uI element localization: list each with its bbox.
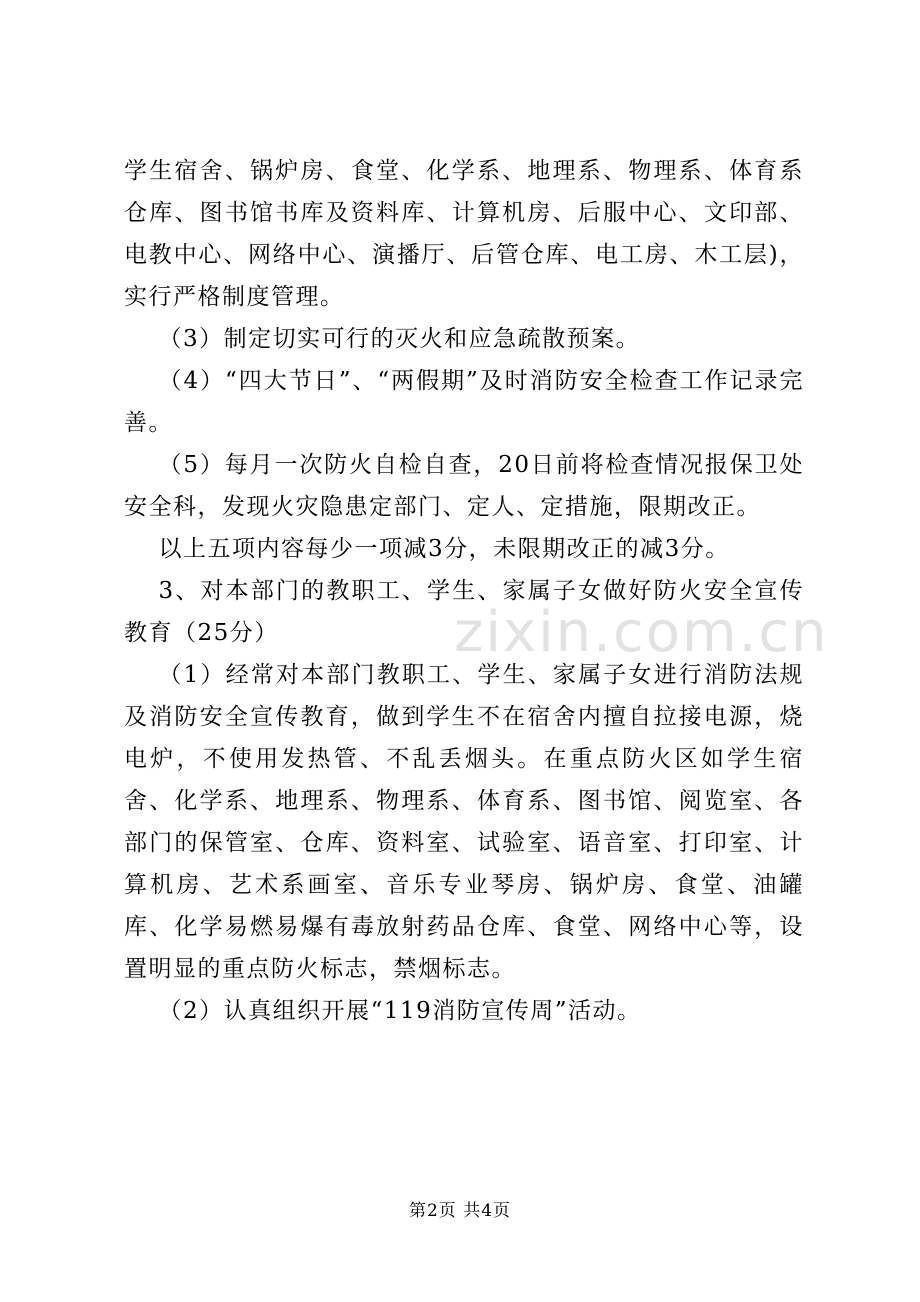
page-footer: 第2页 共4页 [408,1201,512,1221]
paragraph-section-3-item-2: （2）认真组织开展“119消防宣传周”活动。 [158,998,642,1024]
paragraph-section-3-heading: 3、对本部门的教职工、学生、家属子女做好防火安全宣传教育（25分） [124,578,804,646]
paragraph-item-3: （3）制定切实可行的灭火和应急疏散预案。 [158,326,641,352]
watermark: zixin.com.cn [454,600,829,665]
paragraph-item-5: （5）每月一次防火自检自查，20日前将检查情况报保卫处安全科，发现火灾隐患定部门、定人、定措施，限期改正。 [124,452,804,520]
paragraph-deduction-rule: 以上五项内容每少一项减3分，未限期改正的减3分。 [158,536,730,562]
paragraph-facility-list: 学生宿舍、锅炉房、食堂、化学系、地理系、物理系、体育系仓库、图书馆书库及资料库、计算机房、后服中心、文印部、电教中心、网络中心、演播厅、后管仓库、电工房、木工层)，实行严格制度管理。 [124,158,804,310]
paragraph-item-4: （4）“四大节日”、“两假期”及时消防安全检查工作记录完善。 [124,368,804,436]
paragraph-section-3-item-1: （1）经常对本部门教职工、学生、家属子女进行消防法规及消防安全宣传教育，做到学生不在宿舍内擅自拉接电源，烧电炉，不使用发热管、不乱丢烟头。在重点防火区如学生宿舍、化学系、地理系、物理系、体育系、图书馆、阅览室、各部门的保管室、仓库、资料室、试验室、语音室、打印室、计算机房、艺术系画室、音乐专业琴房、锅炉房、食堂、油罐库、化学易燃易爆有毒放射药品仓库、食堂、网络中心等，设置明显的重点防火标志，禁烟标志。 [124,662,804,982]
document-body [124,150,804,1032]
